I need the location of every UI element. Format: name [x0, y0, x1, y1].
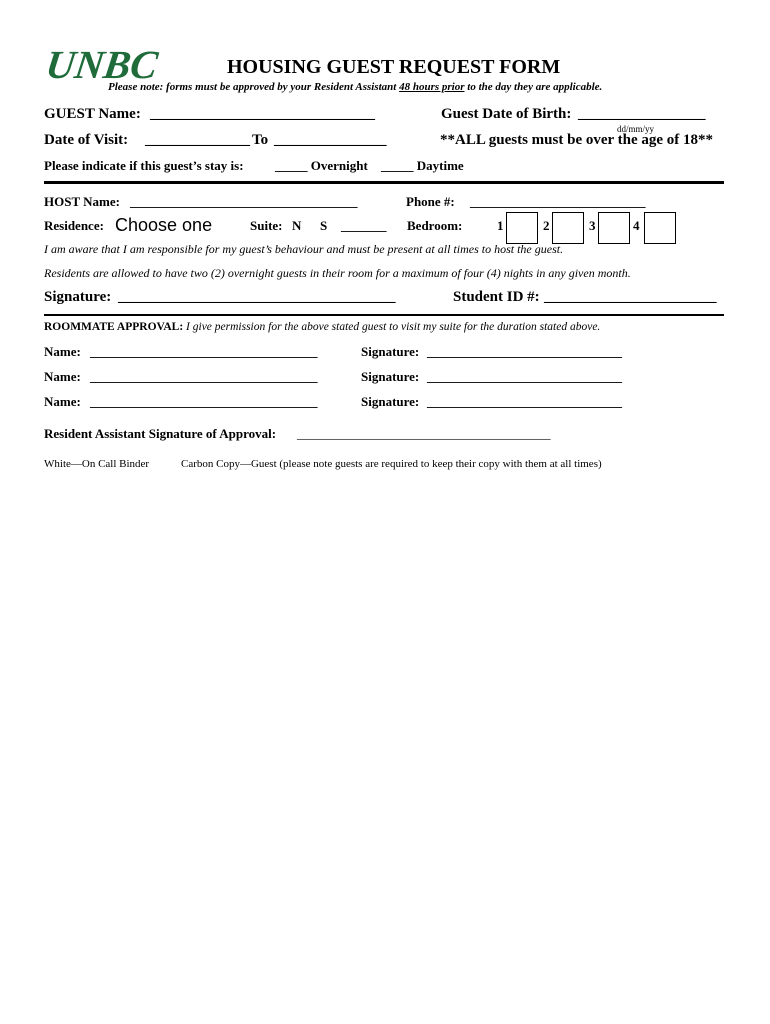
overnight-policy-statement: Residents are allowed to have two (2) overnight guests in their room for a maximum of four (4) nights in any given month. [44, 266, 631, 280]
bedroom-checkbox-3[interactable] [598, 212, 630, 244]
bedroom-option-label-2: 2 [543, 218, 550, 233]
ra-approval-label: Resident Assistant Signature of Approval: [44, 426, 277, 441]
roommate-approval [44, 321, 600, 333]
guest-name-field[interactable]: ______________________________ [150, 106, 375, 122]
roommate-signature-label: Signature: [361, 394, 420, 409]
roommate-signature-label: Signature: [361, 344, 420, 359]
visit-from-field[interactable]: ______________ [145, 132, 250, 148]
dob-format-hint: dd/mm/yy [617, 124, 655, 134]
roommate-name-field[interactable]: ___________________________________ [90, 394, 318, 409]
roommate-approval-statement: I give permission for the above stated guest to visit my suite for the duration stated above. [186, 321, 601, 333]
carbon-copy-note: Carbon Copy—Guest (please note guests are required to keep their copy with them at all times) [181, 458, 602, 470]
phone-field[interactable]: ___________________________ [470, 194, 646, 209]
roommate-name-field[interactable]: ___________________________________ [90, 344, 318, 359]
bedroom-checkbox-2[interactable] [552, 212, 584, 244]
student-id-label: Student ID #: [453, 289, 540, 305]
roommate-signature-field[interactable]: ______________________________ [427, 344, 622, 359]
student-id-field[interactable]: _______________________ [544, 289, 717, 305]
residence-label: Residence: [44, 218, 104, 233]
roommate-signature-label: Signature: [361, 369, 420, 384]
bedroom-option-label-3: 3 [589, 218, 596, 233]
section-divider [44, 181, 724, 184]
visit-to-label: To [252, 132, 269, 148]
approval-note-suffix: to the day they are applicable. [464, 81, 603, 93]
roommate-name-label: Name: [44, 369, 81, 384]
host-signature-label: Signature: [44, 289, 112, 305]
visit-to-field[interactable]: _______________ [274, 132, 387, 148]
white-copy-note: White—On Call Binder [44, 458, 150, 470]
host-name-field[interactable]: ___________________________________ [130, 194, 358, 209]
guest-dob-field[interactable]: _________________ [578, 106, 706, 122]
form-title: HOUSING GUEST REQUEST FORM [227, 56, 561, 78]
approval-note-emphasis: 48 hours prior [399, 81, 465, 93]
age-notice: **ALL guests must be over the age of 18** [440, 132, 714, 148]
roommate-name-field[interactable]: ___________________________________ [90, 369, 318, 384]
guest-dob-label: Guest Date of Birth: [441, 106, 572, 122]
guest-name-label: GUEST Name: [44, 106, 141, 122]
daytime-option[interactable]: _____ Daytime [381, 158, 464, 173]
roommate-signature-field[interactable]: ______________________________ [427, 369, 622, 384]
suite-n-option[interactable]: N [292, 218, 302, 233]
stay-type-label: Please indicate if this guest’s stay is: [44, 158, 244, 173]
bedroom-checkbox-4[interactable] [644, 212, 676, 244]
logo-text: UNBC [43, 42, 161, 87]
approval-note [108, 81, 602, 93]
section-divider [44, 314, 724, 316]
roommate-name-label: Name: [44, 344, 81, 359]
roommate-signature-field[interactable]: ______________________________ [427, 394, 622, 409]
host-responsibility-statement: I am aware that I am responsible for my guest’s behaviour and must be present at all times to host the guest. [44, 242, 564, 256]
approval-note-prefix: Please note: forms must be approved by your Resident Assistant [108, 81, 400, 93]
residence-dropdown[interactable]: Choose one [115, 215, 213, 235]
suite-s-option[interactable]: S [320, 218, 328, 233]
suite-number-field[interactable]: _______ [341, 218, 387, 233]
host-signature-field[interactable]: _____________________________________ [118, 289, 396, 305]
ra-approval-field[interactable]: _______________________________________ [297, 426, 551, 441]
bedroom-checkbox-1[interactable] [506, 212, 538, 244]
bedroom-option-label-1: 1 [497, 218, 504, 233]
visit-date-label: Date of Visit: [44, 132, 129, 148]
roommate-approval-heading: ROOMMATE APPROVAL: [44, 321, 184, 333]
phone-label: Phone #: [406, 194, 455, 209]
bedroom-label: Bedroom: [407, 218, 463, 233]
roommate-name-label: Name: [44, 394, 81, 409]
overnight-option[interactable]: _____ Overnight [275, 158, 368, 173]
bedroom-option-label-4: 4 [633, 218, 640, 233]
suite-label: Suite: [250, 218, 283, 233]
host-name-label: HOST Name: [44, 194, 120, 209]
